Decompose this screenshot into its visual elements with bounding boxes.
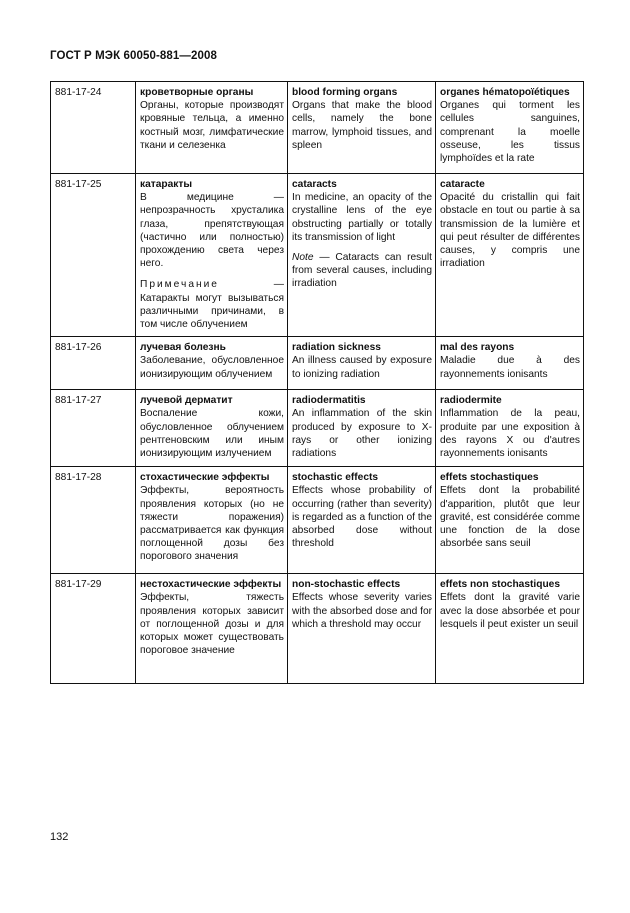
russian-entry [136,82,288,174]
english-entry [288,390,436,467]
english-note [292,251,432,291]
russian-entry [136,390,288,467]
terminology-table [50,81,584,684]
russian-definition: Эффекты, тяжесть проявления которых зависит от поглощенной дозы и для которых может существовать пороговое значение [140,592,284,657]
english-entry [288,82,436,174]
french-term: effets stochastiques [440,472,539,484]
french-term: effets non stochastiques [440,579,561,591]
english-term: radiodermatitis [292,395,366,407]
russian-entry [136,337,288,390]
french-term: mal des rayons [440,342,515,354]
term-number: 881-17-24 [51,82,136,174]
russian-term: кроветворные органы [140,87,254,98]
french-definition: Inflammation de la peau, produite par une exposition à des rayons X ou d'autres rayonnements ionisants [440,408,580,460]
term-number: 881-17-25 [51,174,136,337]
russian-definition: В медицине — непрозрачность хрусталика глаза, препятствующая (частично или полностью) прохождению света через него. [140,192,284,270]
note-label: Note [292,252,314,264]
french-term: cataracte [440,179,485,190]
russian-term: лучевая болезнь [140,342,226,354]
french-definition: Effets dont la probabilité d'apparition, plutôt que leur gravité, est considérée comme une fonction de la dose absorbée sans seuil [440,485,580,550]
french-entry [436,390,584,467]
english-definition: An inflammation of the skin produced by exposure to X-rays or other ionizing radiations [292,408,432,460]
french-term: organes hématopoïétiques [440,87,570,98]
term-number: 881-17-26 [51,337,136,390]
english-term: cataracts [292,179,337,190]
note-text: — Cataracts can result from several causes, including irradiation [292,252,432,290]
table-row [51,390,584,467]
term-number: 881-17-29 [51,574,136,684]
table-row [51,174,584,337]
russian-entry [136,467,288,574]
english-term: radiation sickness [292,342,381,354]
french-entry [436,174,584,337]
russian-term: стохастические эффекты [140,472,270,484]
table-row [51,82,584,174]
english-entry [288,174,436,337]
french-definition: Effets dont la gravité varie avec la dose absorbée et pour lesquels il peut exister un seuil [440,592,580,630]
french-entry [436,82,584,174]
english-entry [288,574,436,684]
french-entry [436,574,584,684]
russian-definition: Органы, которые производят кровяные тельца, а именно костный мозг, лимфатические ткани и селезенка [140,100,284,151]
term-number: 881-17-28 [51,467,136,574]
note-text: — Катаракты могут вызываться различными причинами, в том числе облучением [140,279,284,331]
russian-entry [136,574,288,684]
table-row [51,574,584,684]
term-number: 881-17-27 [51,390,136,467]
document-header: ГОСТ Р МЭК 60050-881—2008 [50,50,217,62]
english-definition: An illness caused by exposure to ionizing radiation [292,355,432,380]
table-row [51,337,584,390]
french-definition: Organes qui torment les cellules sanguines, comprenant la moelle osseuse, les tissus lymphoïdes et la rate [440,100,580,165]
russian-definition: Воспаление кожи, обусловленное облучением рентгеновским или иным ионизирующим излучением [140,408,284,460]
french-definition: Maladie due à des rayonnements ionisants [440,355,580,380]
russian-note [140,278,284,331]
english-term: stochastic effects [292,472,379,484]
english-definition: Effects whose probability of occurring (rather than severity) is regarded as a function of the absorbed dose without threshold [292,485,432,550]
english-definition: In medicine, an opacity of the crystalline lens of the eye obstructing partially or totally its transmission of light [292,192,432,243]
russian-term: лучевой дерматит [140,395,233,407]
english-definition: Effects whose severity varies with the absorbed dose and for which a threshold may occur [292,592,432,630]
english-definition: Organs that make the blood cells, namely the bone marrow, lymphoid tissues, and spleen [292,100,432,151]
russian-definition: Эффекты, вероятность проявления которых (но не тяжести поражения) рассматривается как функция поглощенной дозы без порогового значения [140,485,284,563]
french-entry [436,337,584,390]
russian-term: катаракты [140,179,193,190]
english-term: non-stochastic effects [292,579,401,591]
note-label: Примечание [140,279,219,291]
russian-definition: Заболевание, обусловленное ионизирующим облучением [140,355,284,380]
english-entry [288,337,436,390]
french-entry [436,467,584,574]
page-number: 132 [50,831,69,843]
table-row [51,467,584,574]
english-term: blood forming organs [292,87,398,98]
french-term: radiodermite [440,395,502,407]
english-entry [288,467,436,574]
russian-term: нестохастические эффекты [140,579,282,591]
russian-entry [136,174,288,337]
french-definition: Opacité du cristallin qui fait obstacle en tout ou partie à sa transmission de la lumière et qui peut résulter de différentes causes, y compris une irradiation [440,192,580,270]
